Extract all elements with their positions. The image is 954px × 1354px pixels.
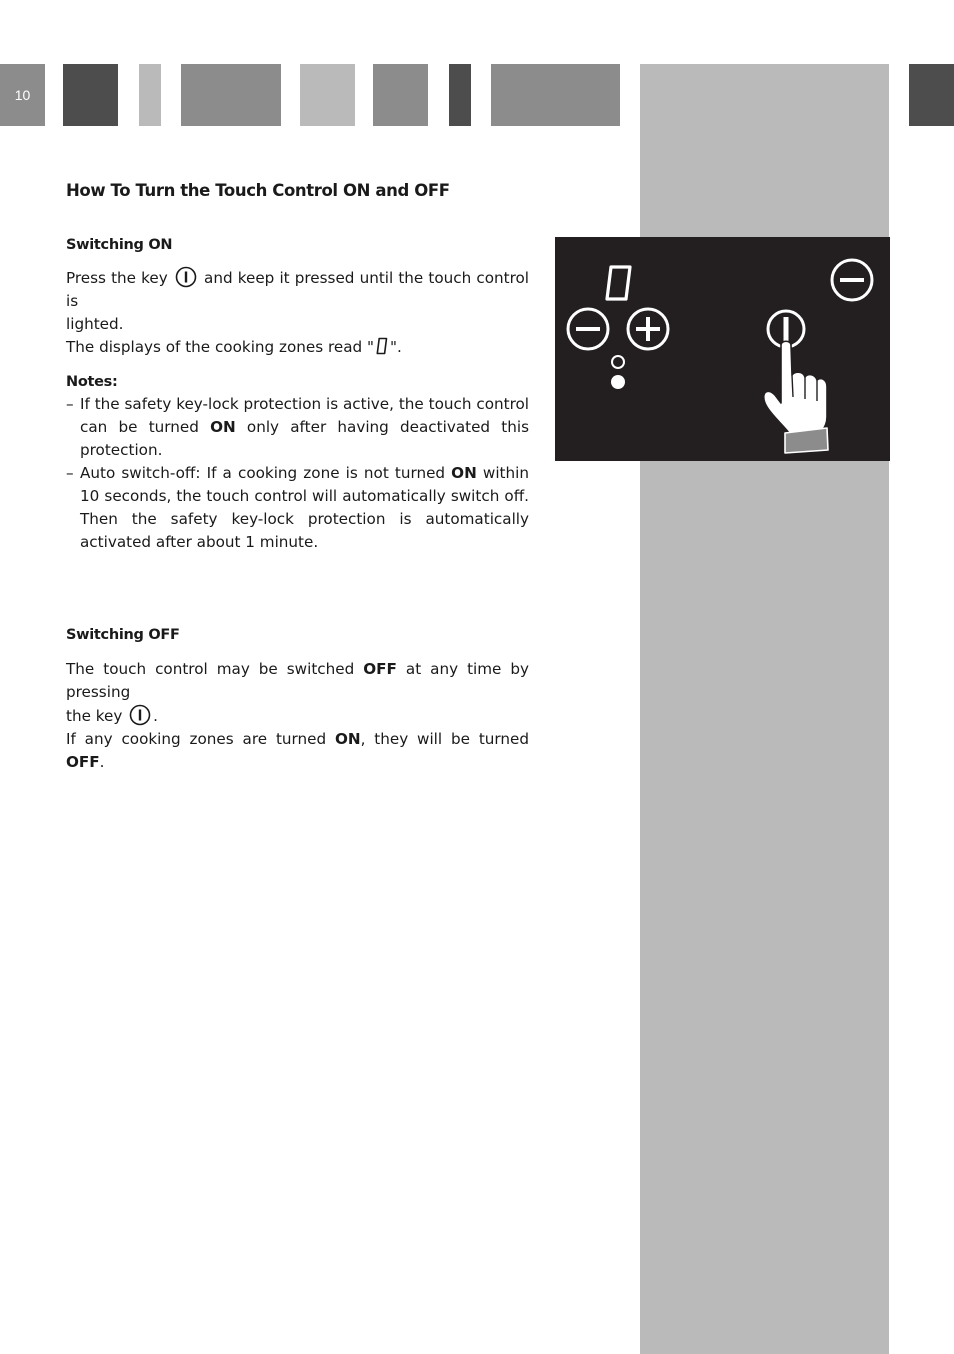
- indicator-dot-filled: [611, 375, 625, 389]
- header-block: [181, 64, 281, 126]
- header-block: [491, 64, 620, 126]
- note-item: – Auto switch-off: If a cooking zone is not turned ON within 10 seconds, the touch control will automatically switch off. Then the safety key-lock protection is automatically activated after about 1 minute.: [66, 464, 529, 551]
- note-item: – If the safety key-lock protection is active, the touch control can be turned ON only after having deactivated this protection.: [66, 395, 529, 459]
- switching-on-line2: lighted.: [66, 315, 124, 333]
- power-key-icon: [129, 704, 151, 726]
- power-key-icon: [175, 266, 197, 288]
- header-block: [909, 64, 954, 126]
- switching-off-line2: the key .: [66, 704, 529, 728]
- header-block: [449, 64, 471, 126]
- pointing-hand-icon: [764, 341, 828, 453]
- minus-circle-icon: [832, 260, 872, 300]
- switching-on-line3: The displays of the cooking zones read " ".: [66, 338, 402, 356]
- notes-list: [66, 393, 529, 554]
- header-block: [300, 64, 355, 126]
- minus-circle-icon: [568, 309, 608, 349]
- touch-control-graphic: [555, 237, 890, 461]
- plus-circle-icon: [628, 309, 668, 349]
- content-column: [66, 176, 529, 774]
- notes-heading: Notes:: [66, 374, 118, 390]
- seven-segment-zero-icon: [607, 267, 630, 299]
- header-block: [139, 64, 161, 126]
- switching-on-heading: Switching ON: [66, 237, 173, 253]
- switching-off-heading: Switching OFF: [66, 627, 180, 643]
- section-title: How To Turn the Touch Control ON and OFF: [66, 181, 450, 200]
- switching-off-line3: If any cooking zones are turned ON, they will be turned OFF.: [66, 730, 529, 771]
- indicator-dot-empty: [612, 356, 624, 368]
- seven-segment-zero-icon: [376, 337, 388, 355]
- touch-control-illustration: [555, 237, 890, 461]
- page-number: 10: [0, 64, 45, 126]
- switching-on-line1: Press the key and keep it pressed until the touch control is: [66, 266, 529, 313]
- switching-off-line1: The touch control may be switched OFF at any time by pressing: [66, 660, 529, 701]
- header-block: [373, 64, 428, 126]
- header-block: [63, 64, 118, 126]
